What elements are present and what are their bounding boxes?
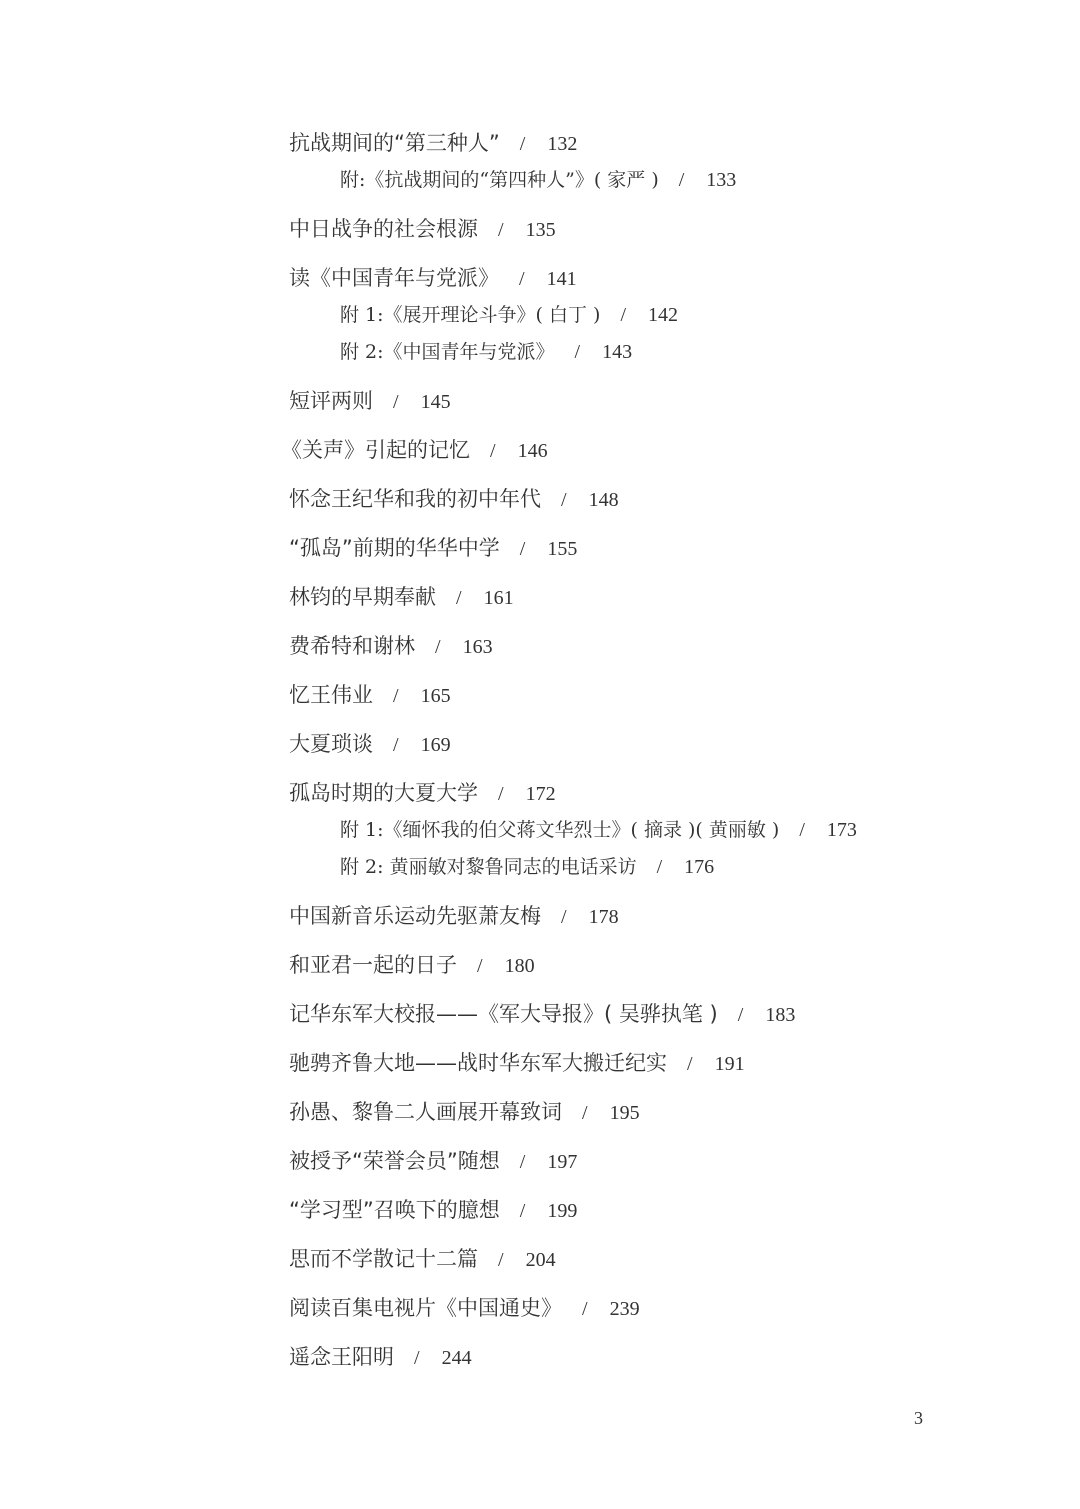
toc-separator: / [393, 685, 399, 707]
toc-entry-title: 孙愚、黎鲁二人画展开幕致词 [289, 1100, 562, 1124]
toc-entry-title: 驰骋齐鲁大地——战时华东军大搬迁纪实 [289, 1051, 667, 1075]
toc-separator: / [393, 734, 399, 756]
toc-entry-title: 读《中国青年与党派》 [289, 266, 499, 290]
toc-separator: / [574, 341, 581, 363]
toc-entry [289, 1347, 472, 1368]
toc-entry [289, 538, 577, 559]
toc-entry-title: 林钧的早期奉献 [289, 585, 436, 609]
toc-page-number: 146 [517, 440, 548, 462]
toc-page-number: 135 [525, 219, 556, 241]
toc-entry [289, 391, 451, 412]
toc-entry-title: 短评两则 [289, 389, 373, 413]
toc-page-number: 197 [547, 1151, 578, 1173]
toc-separator: / [414, 1347, 420, 1369]
toc-entry [289, 783, 556, 804]
toc-subentry [340, 170, 736, 190]
toc-page-number: 163 [462, 636, 493, 658]
toc-entry [289, 1102, 640, 1123]
toc-entry-title: 附:《抗战期间的“第四种人”》( 家严 ) [340, 169, 659, 191]
toc-separator: / [393, 391, 399, 413]
toc-separator: / [498, 219, 504, 241]
toc-entry [289, 587, 514, 608]
toc-entry [289, 219, 556, 240]
page-number: 3 [914, 1408, 923, 1428]
toc-subentry [340, 820, 857, 840]
toc-separator: / [519, 538, 526, 560]
toc-entry-title: 中国新音乐运动先驱萧友梅 [289, 904, 541, 928]
toc-separator: / [519, 133, 526, 155]
toc-subentry [340, 342, 632, 362]
toc-page-number: 133 [706, 169, 737, 191]
toc-entry-title: 中日战争的社会根源 [289, 217, 478, 241]
toc-page-number: 176 [684, 856, 715, 878]
toc-entry [289, 734, 451, 755]
toc-page-number: 239 [609, 1298, 640, 1320]
toc-page-number: 132 [547, 133, 578, 155]
toc-page-number: 143 [602, 341, 633, 363]
toc-entry-title: 思而不学散记十二篇 [289, 1247, 478, 1271]
toc-entry [289, 268, 577, 289]
toc-entry-title: “学习型”召唤下的臆想 [289, 1198, 500, 1222]
toc-page-number: 172 [525, 783, 556, 805]
toc-page-number: 155 [547, 538, 578, 560]
toc-separator: / [519, 268, 525, 290]
toc-entry [289, 1298, 640, 1319]
toc-separator: / [582, 1298, 588, 1320]
toc-separator: / [737, 1004, 744, 1026]
toc-entry [289, 636, 493, 657]
toc-entry [281, 440, 548, 461]
toc-page-number: 178 [588, 906, 619, 928]
toc-page-number: 169 [420, 734, 451, 756]
toc-separator: / [620, 304, 626, 326]
toc-entry [289, 1249, 556, 1270]
toc-entry [289, 133, 577, 154]
toc-entry-title: 附 1:《展开理论斗争》( 白丁 ) [340, 304, 601, 326]
toc-entry [289, 955, 535, 976]
toc-page-number: 142 [648, 304, 678, 326]
toc-page-number: 165 [420, 685, 451, 707]
toc-entry-title: “孤岛”前期的华华中学 [289, 536, 500, 560]
toc-entry [289, 1200, 577, 1221]
toc-entry [289, 1004, 795, 1025]
toc-entry-title: 和亚君一起的日子 [289, 953, 457, 977]
toc-separator: / [561, 489, 567, 511]
toc-entry-title: 附 1:《缅怀我的伯父蒋文华烈士》( 摘录 )( 黄丽敏 ) [340, 819, 780, 841]
toc-entry-title: 附 2: 黄丽敏对黎鲁同志的电话采访 [340, 856, 637, 878]
toc-separator: / [687, 1053, 693, 1075]
toc-entry-title: 附 2:《中国青年与党派》 [340, 341, 555, 363]
toc-entry-title: 大夏琐谈 [289, 732, 373, 756]
toc-separator: / [498, 783, 504, 805]
toc-entry [289, 1053, 745, 1074]
toc-entry-title: 孤岛时期的大夏大学 [289, 781, 478, 805]
toc-entry-title: 遥念王阳明 [289, 1345, 394, 1369]
toc-separator: / [582, 1102, 588, 1124]
toc-separator: / [435, 636, 441, 658]
toc-page-number: 141 [546, 268, 577, 290]
toc-page-number: 191 [714, 1053, 745, 1075]
toc-entry-title: 记华东军大校报——《军大导报》( 吴骅执笔 ) [289, 1002, 718, 1026]
toc-separator: / [799, 819, 805, 841]
toc-entry-title: 费希特和谢林 [289, 634, 415, 658]
toc-entry-title: 忆王伟业 [289, 683, 373, 707]
toc-entry-title: 阅读百集电视片《中国通史》 [289, 1296, 562, 1320]
toc-page-number: 148 [588, 489, 619, 511]
toc-separator: / [477, 955, 483, 977]
toc-page-number: 195 [609, 1102, 640, 1124]
toc-separator: / [490, 440, 496, 462]
toc-page-number: 161 [483, 587, 514, 609]
toc-page-number: 204 [525, 1249, 556, 1271]
toc-separator: / [678, 169, 685, 191]
toc-separator: / [456, 587, 462, 609]
toc-subentry [340, 857, 714, 877]
toc-entry-title: 怀念王纪华和我的初中年代 [289, 487, 541, 511]
toc-page-number: 173 [826, 819, 857, 841]
toc-entry [289, 489, 619, 510]
toc-separator: / [498, 1249, 504, 1271]
toc-page-number: 145 [420, 391, 451, 413]
toc-separator: / [519, 1151, 526, 1173]
toc-entry-title: 被授予“荣誉会员”随想 [289, 1149, 500, 1173]
toc-entry [289, 685, 451, 706]
toc-separator: / [656, 856, 663, 878]
toc-subentry [340, 305, 678, 325]
toc-page-number: 183 [765, 1004, 796, 1026]
toc-page-number: 244 [441, 1347, 472, 1369]
toc-entry-title: 《关声》引起的记忆 [281, 438, 470, 462]
toc-entry-title: 抗战期间的“第三种人” [289, 131, 500, 155]
toc-page-number: 199 [547, 1200, 578, 1222]
toc-separator: / [519, 1200, 526, 1222]
toc-separator: / [561, 906, 567, 928]
toc-page-number: 180 [504, 955, 535, 977]
toc-entry [289, 906, 619, 927]
toc-entry [289, 1151, 577, 1172]
